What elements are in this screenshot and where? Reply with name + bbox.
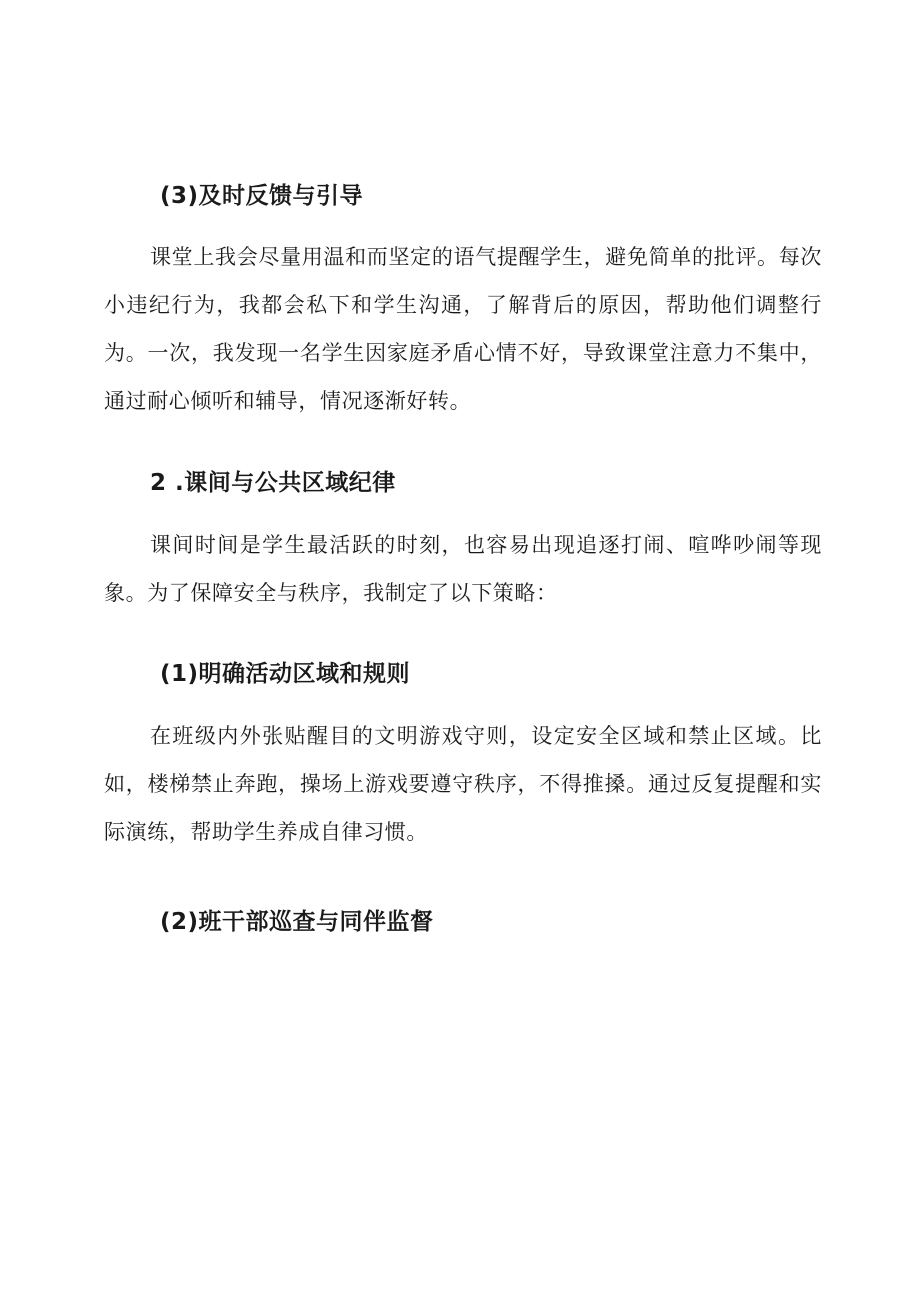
heading-timely-feedback: (3)及时反馈与引导 <box>160 183 364 209</box>
paragraph-activity-areas: 在班级内外张贴醒目的文明游戏守则，设定安全区域和禁止区域。比如，楼梯禁止奔跑，操场上游戏要遵守秩序，不得推搡。通过反复提醒和实际演练，帮助学生养成自律习惯。 <box>104 724 822 844</box>
heading-activity-areas: (1)明确活动区域和规则 <box>160 661 411 687</box>
paragraph-timely-feedback: 课堂上我会尽量用温和而坚定的语气提醒学生，避免简单的批评。每次小违纪行为，我都会私下和学生沟通，了解背后的原因，帮助他们调整行为。一次，我发现一名学生因家庭矛盾心情不好，导致课堂注意力不集中，通过耐心倾听和辅导，情况逐渐好转。 <box>104 245 822 413</box>
paragraph-break-discipline: 课间时间是学生最活跃的时刻，也容易出现追逐打闹、喧哗吵闹等现象。为了保障安全与秩序，我制定了以下策略： <box>104 533 822 605</box>
heading-break-discipline: 2 .课间与公共区域纪律 <box>150 470 396 496</box>
heading-monitor-patrol: (2)班干部巡查与同伴监督 <box>160 909 434 935</box>
